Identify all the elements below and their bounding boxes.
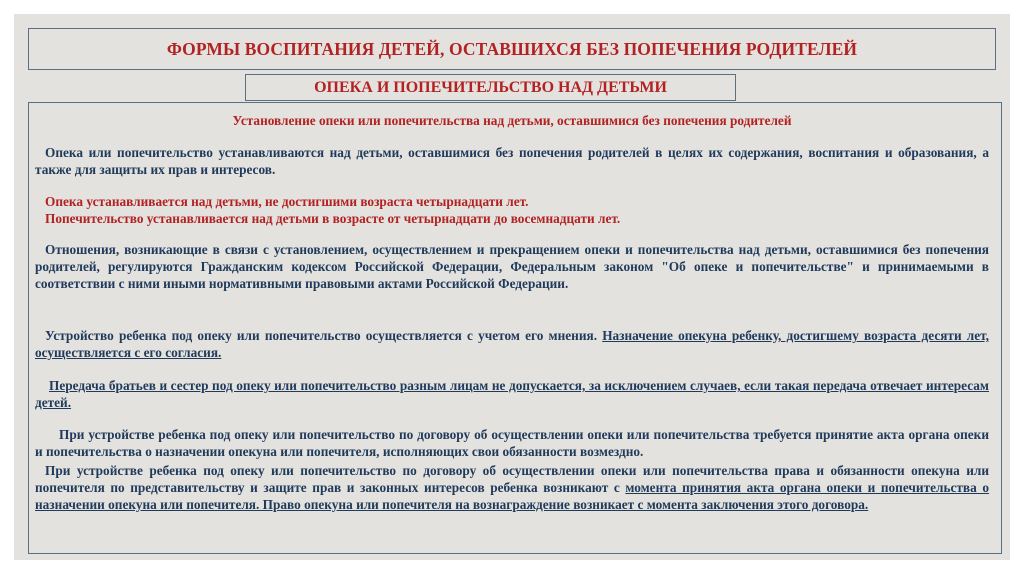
paragraph-4-underlined: Назначение опекуна ребенку, достигшему возраста десяти лет, осуществляется с его согласия. (35, 328, 990, 360)
slide-subtitle: ОПЕКА И ПОПЕЧИТЕЛЬСТВО НАД ДЕТЬМИ (314, 78, 667, 96)
section-heading: Установление опеки или попечительства над детьми, оставшимися без попечения родителей (232, 113, 792, 128)
title-box (28, 28, 996, 70)
paragraph-4 (35, 327, 989, 361)
slide-title: ФОРМЫ ВОСПИТАНИЯ ДЕТЕЙ, ОСТАВШИХСЯ БЕЗ ПОПЕЧЕНИЯ РОДИТЕЛЕЙ (166, 38, 858, 59)
paragraph-2a: Опека устанавливается над детьми, не достигшими возраста четырнадцати лет. (45, 194, 529, 209)
paragraph-3: Отношения, возникающие в связи с установлением, осуществлением и прекращением опеки и попечительства над детьми, оставшимися без попечения родителей, регулируются Гражданским кодексом Российской Федерации, Федеральным законом "Об опеке и попечительстве" и принимаемыми в соответствии с ними иными нормативными правовыми актами Российской Федерации. (35, 242, 989, 291)
paragraph-7 (35, 462, 989, 513)
paragraph-7-underlined: момента принятия акта органа опеки и попечительства о назначении опекуна или попечителя. Право опекуна или попечителя на вознаграждение возникает с момента заключения этого договора. (35, 480, 989, 512)
paragraph-7-text: При устройстве ребенка под опеку или попечительство по договору об осуществлении опеки или попечительства права и обязанности опекуна или попечителя по представительству и защите прав и законных интересов ребенка возникают с (35, 463, 989, 495)
paragraph-4-text: Устройство ребенка под опеку или попечительство осуществляется с учетом его мнения. (45, 328, 603, 343)
subtitle-box (245, 74, 736, 101)
paragraph-6: При устройстве ребенка под опеку или попечительство по договору об осуществлении опеки или попечительства требуется принятие акта органа опеки и попечительства о назначении опекуна или попечителя, исполняющих свои обязанности возмездно. (35, 427, 989, 459)
paragraph-2b: Попечительство устанавливается над детьми в возрасте от четырнадцати до восемнадцати лет. (45, 211, 621, 226)
paragraph-5-underlined: Передача братьев и сестер под опеку или попечительство разным лицам не допускается, за исключением случаев, если такая передача отвечает интересам детей. (35, 378, 989, 410)
slide (14, 14, 1010, 560)
paragraph-5 (35, 377, 989, 411)
paragraph-1: Опека или попечительство устанавливаются над детьми, оставшимися без попечения родителей в целях их содержания, воспитания и образования, а также для защиты их прав и интересов. (35, 145, 989, 177)
